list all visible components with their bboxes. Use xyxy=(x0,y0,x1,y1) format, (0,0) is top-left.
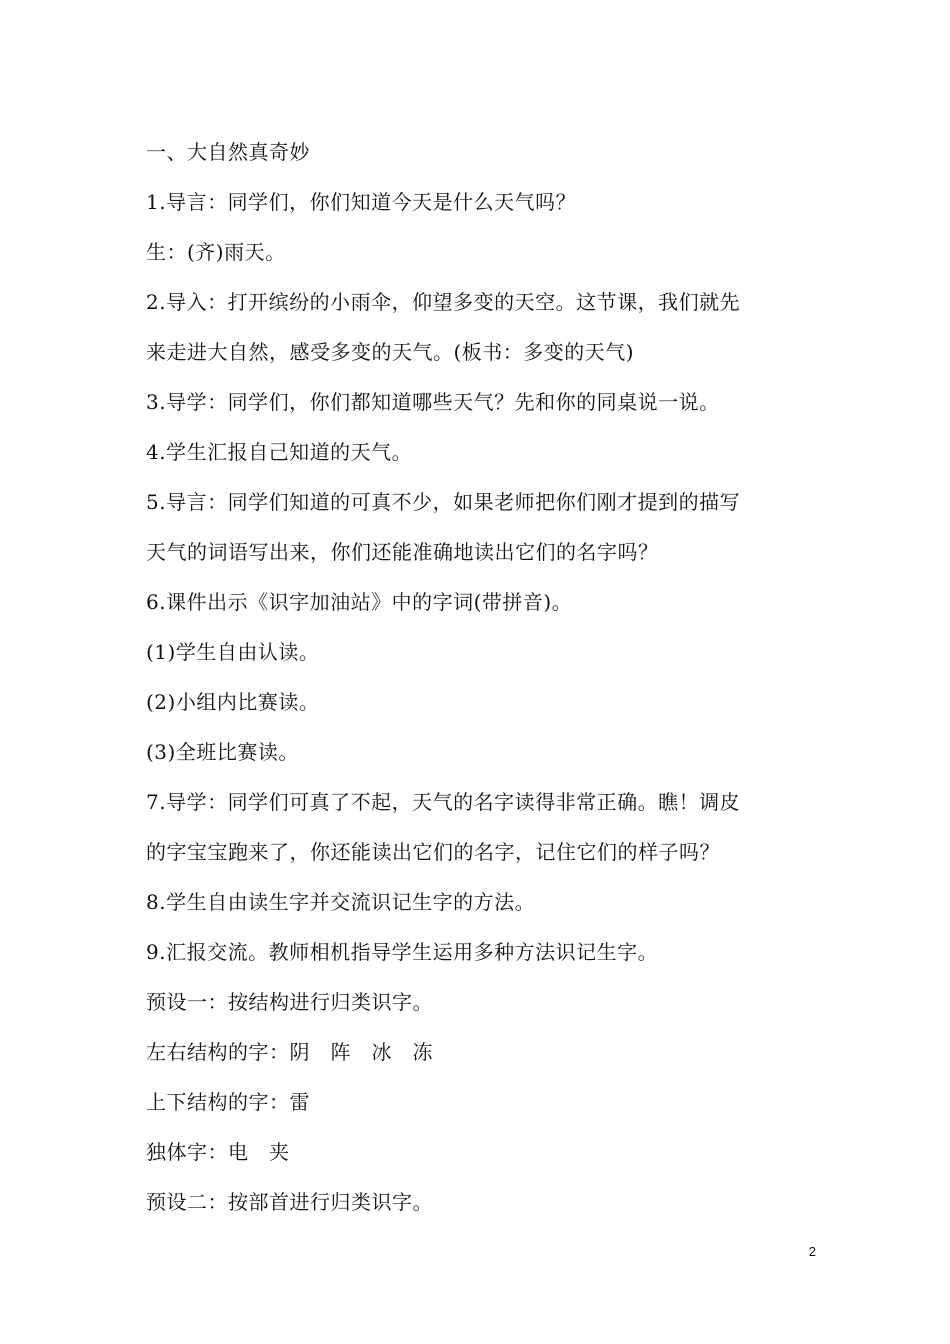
page-number: 2 xyxy=(808,1244,816,1259)
paragraph-line: 1.导言：同学们，你们知道今天是什么天气吗？ xyxy=(146,190,577,214)
paragraph-line: 左右结构的字：阴 阵 冰 冻 xyxy=(146,1040,433,1064)
paragraph-line: 8.学生自由读生字并交流识记生字的方法。 xyxy=(146,890,536,914)
paragraph-line: 生：(齐)雨天。 xyxy=(146,240,286,264)
paragraph-line: 6.课件出示《识字加油站》中的字词(带拼音)。 xyxy=(146,590,573,614)
paragraph-line: 预设二：按部首进行归类识字。 xyxy=(146,1190,433,1214)
paragraph-line: 上下结构的字：雷 xyxy=(146,1090,310,1114)
section-heading: 一、大自然真奇妙 xyxy=(146,140,310,164)
paragraph-line: (1)学生自由认读。 xyxy=(146,640,320,664)
paragraph-line: (2)小组内比赛读。 xyxy=(146,690,320,714)
paragraph-line: 3.导学：同学们，你们都知道哪些天气？先和你的同桌说一说。 xyxy=(146,390,720,414)
paragraph-line: 5.导言：同学们知道的可真不少，如果老师把你们刚才提到的描写 xyxy=(146,490,741,514)
paragraph-line: 独体字：电 夹 xyxy=(146,1140,290,1164)
paragraph-line: 7.导学：同学们可真了不起，天气的名字读得非常正确。瞧！调皮 xyxy=(146,790,741,814)
document-body xyxy=(146,132,816,1232)
paragraph-line: 4.学生汇报自己知道的天气。 xyxy=(146,440,413,464)
paragraph-line: 天气的词语写出来，你们还能准确地读出它们的名字吗？ xyxy=(146,540,659,564)
paragraph-line: 9.汇报交流。教师相机指导学生运用多种方法识记生字。 xyxy=(146,940,659,964)
paragraph-line: 来走进大自然，感受多变的天气。(板书：多变的天气) xyxy=(146,340,635,364)
paragraph-line: 2.导入：打开缤纷的小雨伞，仰望多变的天空。这节课，我们就先 xyxy=(146,290,741,314)
paragraph-line: (3)全班比赛读。 xyxy=(146,740,299,764)
paragraph-line: 预设一：按结构进行归类识字。 xyxy=(146,990,433,1014)
paragraph-line: 的字宝宝跑来了，你还能读出它们的名字，记住它们的样子吗？ xyxy=(146,840,720,864)
